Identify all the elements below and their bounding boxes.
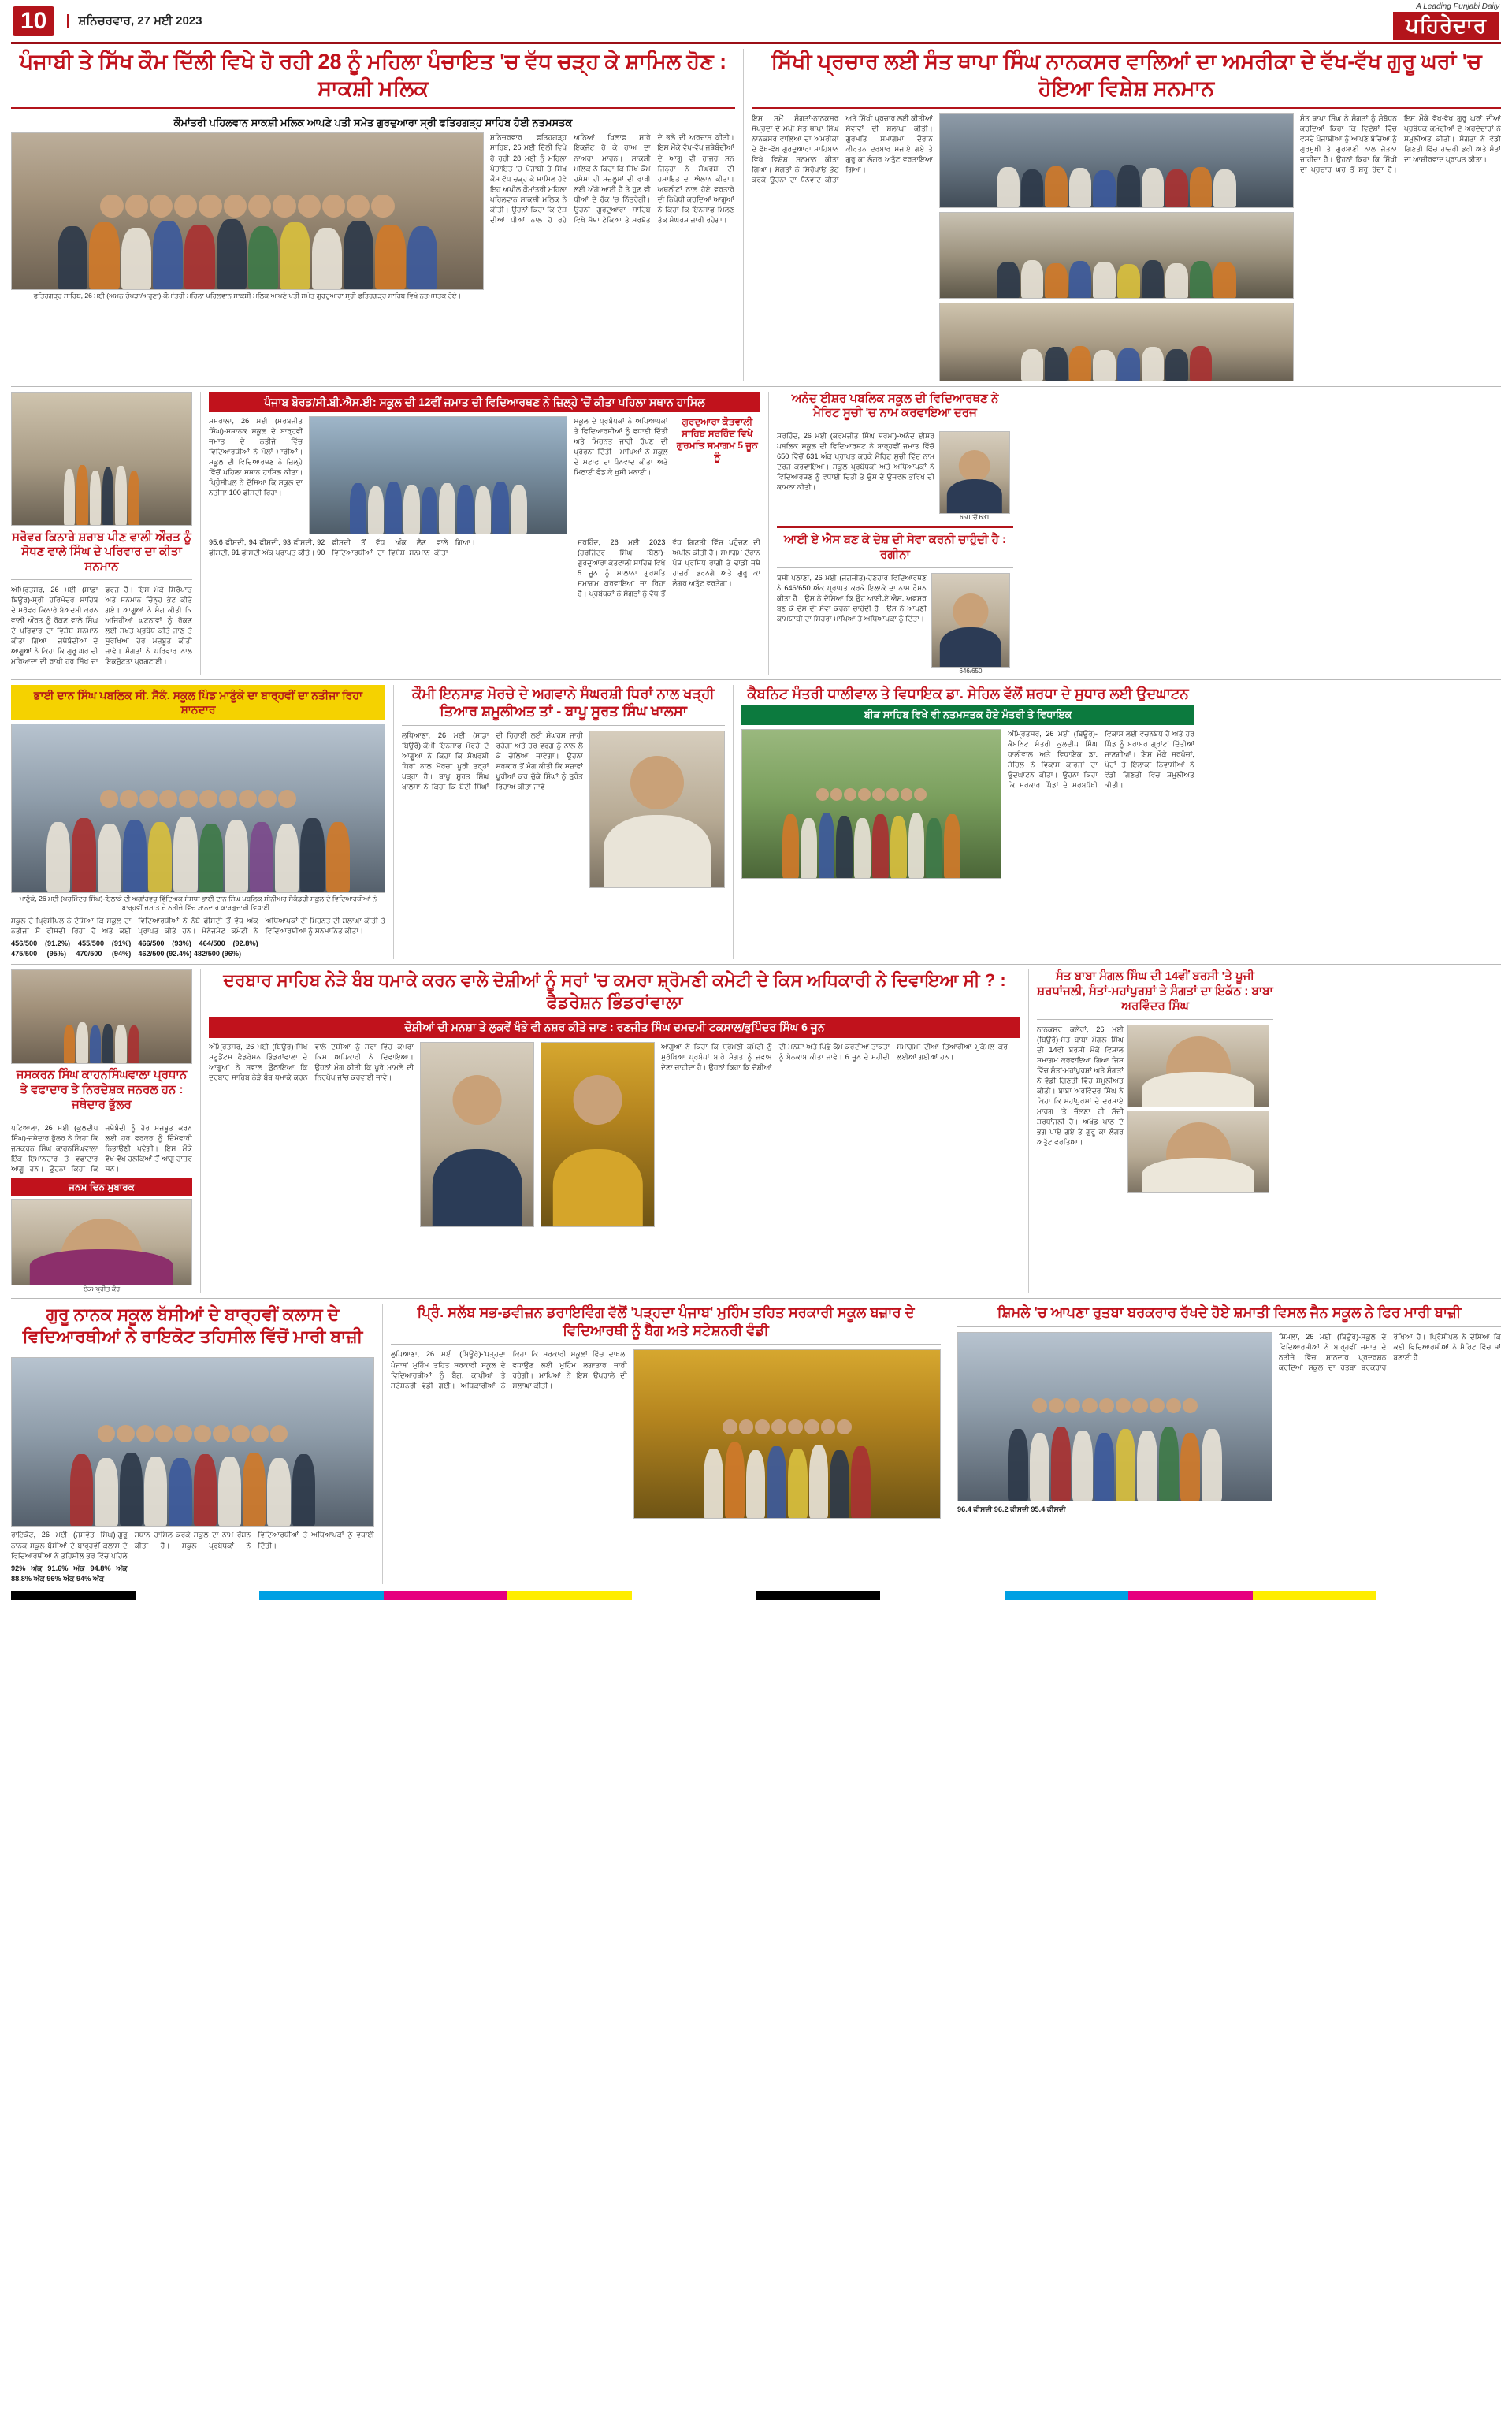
article-body: ਰਾਇਕੋਟ, 26 ਮਈ (ਜਸਵੰਤ ਸਿੰਘ)-ਗੁਰੂ ਨਾਨਕ ਸਕੂਲ ਬੱਸੀਆਂ ਦੇ ਬਾਰ੍ਹਵੀਂ ਕਲਾਸ ਦੇ ਵਿਦਿਆਰਥੀਆਂ ਨੇ ਤਹਿਸੀਲ ਭਰ ਵਿੱਚੋਂ ਪਹਿਲੇ ਸਥਾਨ ਹਾਸਿਲ ਕਰਕੇ ਸਕੂਲ ਦਾ ਨਾਮ ਰੌਸ਼ਨ ਕੀਤਾ ਹੈ। ਸਕੂਲ ਪ੍ਰਬੰਧਕਾਂ ਨੇ ਵਿਦਿਆਰਥੀਆਂ ਤੇ ਅਧਿਆਪਕਾਂ ਨੂੰ ਵਧਾਈ ਦਿੱਤੀ। [11,1531,375,1560]
photo-sant-1 [1127,1025,1269,1107]
sub-banner: ਦੋਸ਼ੀਆਂ ਦੀ ਮਨਸ਼ਾ ਤੇ ਲੁਕਵੇਂ ਖੰਭੇ ਵੀ ਨਸ਼ਰ ਕੀਤੇ ਜਾਣ : ਰਣਜੀਤ ਸਿੰਘ ਦਮਦਮੀ ਟਕਸਾਲ/ਭੁਪਿੰਦਰ ਸਿੰਘ 6 ਜੂਨ [209,1017,1020,1037]
photo-school-students [309,416,567,534]
headline-ias: ਆਈ ਏ ਐਸ ਬਣ ਕੇ ਦੇਸ਼ ਦੀ ਸੇਵਾ ਕਰਨੀ ਚਾਹੁੰਦੀ ਹੈ : ਰਗੀਨਾ [784,533,1006,561]
result-list: 456/500 (91.2%) 455/500 (91%) 475/500 (95%) 470/500 (94%) 466/500 (93%) 464/500 (92.8%) 462/500 (92.4%) 482/500 (96%) [11,939,258,958]
photo-sangat-3 [939,303,1294,381]
article-body-left: ਸਮਰਾਲਾ, 26 ਮਈ (ਸਰਬਜੀਤ ਸਿੰਘ)-ਸਥਾਨਕ ਸਕੂਲ ਦੇ ਬਾਰ੍ਹਵੀਂ ਜਮਾਤ ਦੇ ਨਤੀਜੇ ਵਿੱਚ ਵਿਦਿਆਰਥੀਆਂ ਨੇ ਮੱਲਾਂ ਮਾਰੀਆਂ। ਸਕੂਲ ਦੀ ਵਿਦਿਆਰਥਣ ਨੇ ਜ਼ਿਲ੍ਹੇ ਵਿੱਚੋਂ ਪਹਿਲਾ ਸਥਾਨ ਹਾਸਿਲ ਕੀਤਾ। ਪ੍ਰਿੰਸੀਪਲ ਨੇ ਦੱਸਿਆ ਕਿ ਸਕੂਲ ਦਾ ਨਤੀਜਾ 100 ਫੀਸਦੀ ਰਿਹਾ। [209,416,303,497]
birthday-banner: ਜਨਮ ਦਿਨ ਮੁਬਾਰਕ [11,1178,192,1197]
headline: ਅਨੰਦ ਈਸ਼ਰ ਪਬਲਿਕ ਸਕੂਲ ਦੀ ਵਿਦਿਆਰਥਣ ਨੇ ਮੈਰਿਟ ਸੂਚੀ 'ਚ ਨਾਮ ਕਰਵਾਇਆ ਦਰਜ [791,391,999,420]
fourth-band [11,969,1501,1293]
article-mangal-singh-barsi [1037,969,1273,1293]
photo-caption: ਮਾਣੂੰਕੇ, 26 ਮਈ (ਪਰਮਿੰਦਰ ਸਿੰਘ)-ਇਲਾਕੇ ਦੀ ਅਗਾਂਹਵਧੂ ਵਿੱਦਿਅਕ ਸੰਸਥਾ ਭਾਈ ਦਾਨ ਸਿੰਘ ਪਬਲਿਕ ਸੀਨੀਅਰ ਸੈਕੰਡਰੀ ਸਕੂਲ ਦੇ ਵਿਦਿਆਰਥੀਆਂ ਨੇ ਬਾਰ੍ਹਵੀਂ ਜਮਾਤ ਦੇ ਨਤੀਜੇ ਵਿੱਚ ਸ਼ਾਨਦਾਰ ਕਾਰਗੁਜ਼ਾਰੀ ਵਿਖਾਈ। [19,894,377,912]
date-line: ਸ਼ਨਿਚਰਵਾਰ, 27 ਮਈ 2023 [67,14,202,28]
photo-sangat-1 [939,113,1294,208]
result-list: 96.4 ਫੀਸਦੀ 96.2 ਫੀਸਦੀ 95.4 ਫੀਸਦੀ [957,1505,1066,1513]
third-band [11,685,1501,960]
photo-leader-1 [420,1042,534,1227]
article-body-right: ਸੰਤ ਥਾਪਾ ਸਿੰਘ ਨੇ ਸੰਗਤਾਂ ਨੂੰ ਸੰਬੋਧਨ ਕਰਦਿਆਂ ਕਿਹਾ ਕਿ ਵਿਦੇਸ਼ਾਂ ਵਿੱਚ ਵਸਦੇ ਪੰਜਾਬੀਆਂ ਨੂੰ ਆਪਣੇ ਬੱਚਿਆਂ ਨੂੰ ਗੁਰਮੁਖੀ ਤੇ ਗੁਰਬਾਣੀ ਨਾਲ ਜੋੜਨਾ ਚਾਹੀਦਾ ਹੈ। ਉਹਨਾਂ ਕਿਹਾ ਕਿ ਸਿੱਖੀ ਦਾ ਪ੍ਰਚਾਰ ਘਰ ਤੋਂ ਸ਼ੁਰੂ ਹੁੰਦਾ ਹੈ। ਇਸ ਮੌਕੇ ਵੱਖ-ਵੱਖ ਗੁਰੂ ਘਰਾਂ ਦੀਆਂ ਪ੍ਰਬੰਧਕ ਕਮੇਟੀਆਂ ਦੇ ਅਹੁਦੇਦਾਰਾਂ ਨੇ ਸ਼ਮੂਲੀਅਤ ਕੀਤੀ। ਸੰਗਤਾਂ ਨੇ ਵੱਡੀ ਗਿਣਤੀ ਵਿੱਚ ਹਾਜ਼ਰੀ ਭਰੀ ਅਤੇ ਸੰਤਾਂ ਦਾ ਆਸ਼ੀਰਵਾਦ ਪ੍ਰਾਪਤ ਕੀਤਾ। [1300,113,1501,173]
photo-bag-distribution [633,1349,941,1519]
article-darbar-sahib-bomb [209,969,1020,1293]
article-dhaliwal-inauguration [741,685,1194,960]
photo-students-group [11,1357,374,1527]
article-body: ਪਟਿਆਲਾ, 26 ਮਈ (ਕੁਲਦੀਪ ਸਿੰਘ)-ਜਥੇਦਾਰ ਭੁੱਲਰ ਨੇ ਕਿਹਾ ਕਿ ਜਸਕਰਨ ਸਿੰਘ ਕਾਹਨਸਿੰਘਵਾਲਾ ਇੱਕ ਇਮਾਨਦਾਰ ਤੇ ਵਫਾਦਾਰ ਆਗੂ ਹਨ। ਉਹਨਾਂ ਕਿਹਾ ਕਿ ਜਥੇਬੰਦੀ ਨੂੰ ਹੋਰ ਮਜ਼ਬੂਤ ਕਰਨ ਲਈ ਹਰ ਵਰਕਰ ਨੂੰ ਜ਼ਿੰਮੇਵਾਰੀ ਨਿਭਾਉਣੀ ਪਵੇਗੀ। ਇਸ ਮੌਕੇ ਵੱਖ-ਵੱਖ ਹਲਕਿਆਂ ਤੋਂ ਆਗੂ ਹਾਜ਼ਰ ਸਨ। [11,1123,192,1173]
article-body: ਲੁਧਿਆਣਾ, 26 ਮਈ (ਬਿਊਰੋ)-'ਪੜ੍ਹਦਾ ਪੰਜਾਬ' ਮੁਹਿੰਮ ਤਹਿਤ ਸਰਕਾਰੀ ਸਕੂਲ ਦੇ ਵਿਦਿਆਰਥੀਆਂ ਨੂੰ ਬੈਗ, ਕਾਪੀਆਂ ਤੇ ਸਟੇਸ਼ਨਰੀ ਵੰਡੀ ਗਈ। ਅਧਿਕਾਰੀਆਂ ਨੇ ਕਿਹਾ ਕਿ ਸਰਕਾਰੀ ਸਕੂਲਾਂ ਵਿੱਚ ਦਾਖਲਾ ਵਧਾਉਣ ਲਈ ਮੁਹਿੰਮ ਲਗਾਤਾਰ ਜਾਰੀ ਰਹੇਗੀ। ਮਾਪਿਆਂ ਨੇ ਇਸ ਉਪਰਾਲੇ ਦੀ ਸ਼ਲਾਘਾ ਕੀਤੀ। [391,1350,628,1390]
article-body-left: ਇਸ ਸਮੇਂ ਸੰਗਤਾਂ-ਨਾਨਕਸਰ ਸੰਪ੍ਰਦਾ ਦੇ ਮੁਖੀ ਸੰਤ ਥਾਪਾ ਸਿੰਘ ਨਾਨਕਸਰ ਵਾਲਿਆਂ ਦਾ ਅਮਰੀਕਾ ਦੇ ਵੱਖ-ਵੱਖ ਗੁਰਦੁਆਰਾ ਸਾਹਿਬਾਨ ਵਿਖੇ ਵਿਸ਼ੇਸ਼ ਸਨਮਾਨ ਕੀਤਾ ਗਿਆ। ਸੰਗਤਾਂ ਨੇ ਸਿਰੋਪਾਓ ਭੇਟ ਕਰਕੇ ਉਹਨਾਂ ਦਾ ਧੰਨਵਾਦ ਕੀਤਾ ਅਤੇ ਸਿੱਖੀ ਪ੍ਰਚਾਰ ਲਈ ਕੀਤੀਆਂ ਸੇਵਾਵਾਂ ਦੀ ਸ਼ਲਾਘਾ ਕੀਤੀ। ਗੁਰਮਤਿ ਸਮਾਗਮਾਂ ਦੌਰਾਨ ਕੀਰਤਨ ਦਰਬਾਰ ਸਜਾਏ ਗਏ ਤੇ ਗੁਰੂ ਕਾ ਲੰਗਰ ਅਤੁੱਟ ਵਰਤਾਇਆ ਗਿਆ। [752,113,933,184]
photo-leader-2 [541,1042,655,1227]
article-body: ਨਾਨਕਸਰ ਕਲੇਰਾਂ, 26 ਮਈ (ਬਿਊਰੋ)-ਸੰਤ ਬਾਬਾ ਮੰਗਲ ਸਿੰਘ ਦੀ 14ਵੀਂ ਬਰਸੀ ਮੌਕੇ ਵਿਸ਼ਾਲ ਸਮਾਗਮ ਕਰਵਾਇਆ ਗਿਆ ਜਿਸ ਵਿੱਚ ਸੰਤਾਂ-ਮਹਾਂਪੁਰਸ਼ਾਂ ਅਤੇ ਸੰਗਤਾਂ ਨੇ ਵੱਡੀ ਗਿਣਤੀ ਵਿੱਚ ਸ਼ਮੂਲੀਅਤ ਕੀਤੀ। ਬਾਬਾ ਅਰਵਿੰਦਰ ਸਿੰਘ ਨੇ ਕਿਹਾ ਕਿ ਮਹਾਂਪੁਰਸ਼ਾਂ ਦੇ ਦਰਸਾਏ ਮਾਰਗ 'ਤੇ ਚੱਲਣਾ ਹੀ ਸੱਚੀ ਸ਼ਰਧਾਂਜਲੀ ਹੈ। ਅਖੰਡ ਪਾਠ ਦੇ ਭੋਗ ਪਾਏ ਗਏ ਤੇ ਗੁਰੂ ਕਾ ਲੰਗਰ ਅਤੁੱਟ ਵਰਤਿਆ। [1037,1025,1124,1147]
photo-sangat-2 [939,212,1294,299]
headline: ਜਸਕਰਨ ਸਿੰਘ ਕਾਹਨਸਿੰਘਵਾਲਾ ਪ੍ਰਧਾਨ ਤੇ ਵਫਾਦਾਰ ਤੇ ਨਿਰਦੇਸ਼ਕ ਜਨਰਲ ਹਨ : ਜਥੇਦਾਰ ਭੁੱਲਰ [16,1068,188,1111]
photo-caption: ਫਤਿਹਗੜ੍ਹ ਸਾਹਿਬ, 26 ਮਈ (ਅਮਨ ਚੋਪੜਾ/ਅਰੁਣਾ)-ਕੌਮਾਂਤਰੀ ਮਹਿਲਾ ਪਹਿਲਵਾਨ ਸਾਕਸ਼ੀ ਮਲਿਕ ਆਪਣੇ ਪਤੀ ਸਮੇਤ ਗੁਰਦੁਆਰਾ ਸ੍ਰੀ ਫਤਿਹਗੜ੍ਹ ਸਾਹਿਬ ਵਿਖੇ ਨਤਮਸਤਕ ਹੋਏ। [33,292,462,300]
headline: ਕੈਬਨਿਟ ਮੰਤਰੀ ਧਾਲੀਵਾਲ ਤੇ ਵਿਧਾਇਕ ਡਾ. ਸੇਹਿਲ ਵੱਲੋਂ ਸ਼ਰਧਾ ਦੇ ਸੁਧਾਰ ਲਈ ਉਦਘਾਟਨ [747,685,1189,701]
photo-leaders-group [11,969,192,1064]
result-list: 92% ਅੰਕ 91.6% ਅੰਕ 94.8% ਅੰਕ 88.8% ਅੰਕ 96% ਅੰਕ 94% ਅੰਕ [11,1564,128,1583]
article-merit [777,392,1013,675]
article-body: ਅੰਮ੍ਰਿਤਸਰ, 26 ਮਈ (ਸਾਡਾ ਬਿਊਰੋ)-ਸ੍ਰੀ ਹਰਿਮੰਦਰ ਸਾਹਿਬ ਦੇ ਸਰੋਵਰ ਕਿਨਾਰੇ ਬੇਅਦਬੀ ਕਰਨ ਵਾਲੀ ਔਰਤ ਨੂੰ ਰੋਕਣ ਵਾਲੇ ਸਿੰਘ ਦੇ ਪਰਿਵਾਰ ਦਾ ਵਿਸ਼ੇਸ਼ ਸਨਮਾਨ ਕੀਤਾ ਗਿਆ। ਜਥੇਬੰਦੀਆਂ ਦੇ ਆਗੂਆਂ ਨੇ ਕਿਹਾ ਕਿ ਗੁਰੂ ਘਰ ਦੀ ਮਰਿਆਦਾ ਦੀ ਰਾਖੀ ਹਰ ਸਿੱਖ ਦਾ ਫਰਜ਼ ਹੈ। ਇਸ ਮੌਕੇ ਸਿਰੋਪਾਓ ਅਤੇ ਸਨਮਾਨ ਚਿੰਨ੍ਹ ਭੇਟ ਕੀਤੇ ਗਏ। ਆਗੂਆਂ ਨੇ ਮੰਗ ਕੀਤੀ ਕਿ ਅਜਿਹੀਆਂ ਘਟਨਾਵਾਂ ਨੂੰ ਰੋਕਣ ਲਈ ਸਖਤ ਪ੍ਰਬੰਧ ਕੀਤੇ ਜਾਣ ਤੇ ਸੁਰੱਖਿਆ ਹੋਰ ਮਜ਼ਬੂਤ ਕੀਤੀ ਜਾਵੇ। ਸੰਗਤਾਂ ਨੇ ਪਰਿਵਾਰ ਨਾਲ ਇਕਜੁੱਟਤਾ ਪ੍ਰਗਟਾਈ। [11,585,192,666]
fifth-band [11,1304,1501,1583]
headline: ਭਾਈ ਦਾਨ ਸਿੰਘ ਪਬਲਿਕ ਸੀ. ਸੈਕੰ. ਸਕੂਲ ਪਿੰਡ ਮਾਣੂੰਕੇ ਦਾ ਬਾਰ੍ਹਵੀਂ ਦਾ ਨਤੀਜਾ ਰਿਹਾ ਸ਼ਾਨਦਾਰ [11,685,385,720]
headline-gurmat: ਗੁਰਦੁਆਰਾ ਕੋਤਵਾਲੀ ਸਾਹਿਬ ਸਰਹਿੰਦ ਵਿਖੇ ਗੁਰਮਤਿ ਸਮਾਗਮ 5 ਜੂਨ ਨੂੰ [676,415,758,463]
article-board-result [209,392,760,675]
photo-honour-ceremony [11,392,192,526]
subhead: ਕੌਮਾਂਤਰੀ ਪਹਿਲਵਾਨ ਸਾਕਸ਼ੀ ਮਲਿਕ ਆਪਣੇ ਪਤੀ ਸਮੇਤ ਗੁਰਦੁਆਰਾ ਸ੍ਰੀ ਫਤਿਹਗੜ੍ਹ ਸਾਹਿਬ ਹੋਈ ਨਤਮਸਤਕ [173,116,573,128]
headline: ਸ਼ਿਮਲੇ 'ਚ ਆਪਣਾ ਰੁਤਬਾ ਬਰਕਰਾਰ ਰੱਖਦੇ ਹੋਏ ਸ਼ਮਾਤੀ ਵਿਸਲ ਜੈਨ ਸਕੂਲ ਨੇ ਫਿਰ ਮਾਰੀ ਬਾਜ਼ੀ [997,1304,1462,1321]
article-guru-nanak-school [11,1304,374,1583]
headline: ਪ੍ਰਿੰ. ਸਲੱਬ ਸਭ-ਡਵੀਜ਼ਨ ਡਰਾਇਵਿੰਗ ਵੱਲੋਂ 'ਪੜ੍ਹਦਾ ਪੰਜਾਬ' ਮੁਹਿੰਮ ਤਹਿਤ ਸਰਕਾਰੀ ਸਕੂਲ ਬਜ਼ਾਰ ਦੇ ਵਿਦਿਆਰਥੀ ਨੂੰ ਬੈਗ ਅਤੇ ਸਟੇਸ਼ਨਰੀ ਵੰਡੀ [417,1304,915,1338]
merit-score: 650 'ਚੋਂ 631 [959,514,990,521]
photo-bapu-surat-singh [589,731,725,888]
registration-colour-bar [11,1591,1501,1600]
article-body: ਲੁਧਿਆਣਾ, 26 ਮਈ (ਸਾਡਾ ਬਿਊਰੋ)-ਕੌਮੀ ਇਨਸਾਫ ਮੋਰਚੇ ਦੇ ਆਗੂਆਂ ਨੇ ਕਿਹਾ ਕਿ ਸੰਘਰਸ਼ੀ ਧਿਰਾਂ ਨਾਲ ਮੋਰਚਾ ਪੂਰੀ ਤਰ੍ਹਾਂ ਖੜ੍ਹਾ ਹੈ। ਬਾਪੂ ਸੂਰਤ ਸਿੰਘ ਖਾਲਸਾ ਨੇ ਕਿਹਾ ਕਿ ਬੰਦੀ ਸਿੰਘਾਂ ਦੀ ਰਿਹਾਈ ਲਈ ਸੰਘਰਸ਼ ਜਾਰੀ ਰਹੇਗਾ ਅਤੇ ਹਰ ਵਰਗ ਨੂੰ ਨਾਲ ਲੈ ਕੇ ਚੱਲਿਆ ਜਾਵੇਗਾ। ਉਹਨਾਂ ਸਰਕਾਰ ਤੋਂ ਮੰਗ ਕੀਤੀ ਕਿ ਸਜ਼ਾਵਾਂ ਪੂਰੀਆਂ ਕਰ ਚੁੱਕੇ ਸਿੰਘਾਂ ਨੂੰ ਤੁਰੰਤ ਰਿਹਾਅ ਕੀਤਾ ਜਾਵੇ। [402,731,583,791]
article-body: ਅੰਮ੍ਰਿਤਸਰ, 26 ਮਈ (ਬਿਊਰੋ)-ਕੈਬਨਿਟ ਮੰਤਰੀ ਕੁਲਦੀਪ ਸਿੰਘ ਧਾਲੀਵਾਲ ਅਤੇ ਵਿਧਾਇਕ ਡਾ. ਸੇਹਿਲ ਨੇ ਵਿਕਾਸ ਕਾਰਜਾਂ ਦਾ ਉਦਘਾਟਨ ਕੀਤਾ। ਉਹਨਾਂ ਕਿਹਾ ਕਿ ਸਰਕਾਰ ਪਿੰਡਾਂ ਦੇ ਸਰਬਪੱਖੀ ਵਿਕਾਸ ਲਈ ਵਚਨਬੱਧ ਹੈ ਅਤੇ ਹਰ ਪਿੰਡ ਨੂੰ ਬਰਾਬਰ ਗ੍ਰਾਂਟਾਂ ਦਿੱਤੀਆਂ ਜਾਣਗੀਆਂ। ਇਸ ਮੌਕੇ ਸਰਪੰਚਾਂ, ਪੰਚਾਂ ਤੇ ਇਲਾਕਾ ਨਿਵਾਸੀਆਂ ਨੇ ਵੱਡੀ ਗਿਣਤੀ ਵਿੱਚ ਸ਼ਮੂਲੀਅਤ ਕੀਤੀ। [1008,729,1194,790]
article-sarovar-honour [11,392,192,675]
headline: ਕੌਮੀ ਇਨਸਾਫ਼ ਮੋਰਚੇ ਦੇ ਅਗਵਾਨੇ ਸੰਘਰਸ਼ੀ ਧਿਰਾਂ ਨਾਲ ਖੜ੍ਹੀ ਤਿਆਰ ਸ਼ਮੂਲੀਅਤ ਤਾਂ - ਬਾਪੂ ਸੂਰਤ ਸਿੰਘ ਖਾਲਸਾ [412,685,715,719]
sub-banner: ਬੀੜ ਸਾਹਿਬ ਵਿਖੇ ਵੀ ਨਤਮਸਤਕ ਹੋਏ ਮੰਤਰੀ ਤੇ ਵਿਧਾਇਕ [741,705,1194,725]
result-body: 95.6 ਫੀਸਦੀ, 94 ਫੀਸਦੀ, 93 ਫੀਸਦੀ, 92 ਫੀਸਦੀ, 91 ਫੀਸਦੀ ਅੰਕ ਪ੍ਰਾਪਤ ਕੀਤੇ। 90 ਫੀਸਦੀ ਤੋਂ ਵੱਧ ਅੰਕ ਲੈਣ ਵਾਲੇ ਵਿਦਿਆਰਥੀਆਂ ਦਾ ਵਿਸ਼ੇਸ਼ ਸਨਮਾਨ ਕੀਤਾ ਗਿਆ। [209,538,476,556]
article-padhda-punjab [391,1304,941,1583]
headline: ਸਰੋਵਰ ਕਿਨਾਰੇ ਸ਼ਰਾਬ ਪੀਣ ਵਾਲੀ ਔਰਤ ਨੂੰ ਸੋਧਣ ਵਾਲੇ ਸਿੰਘ ਦੇ ਪਰਿਵਾਰ ਦਾ ਕੀਤਾ ਸਨਮਾਨ [12,530,191,573]
photo-birthday-child [11,1199,192,1285]
masthead [11,0,1501,44]
article-bhai-dan-singh-school [11,685,385,960]
photo-ias-aspirant [931,573,1010,668]
article-body: ਸ਼ਿਮਲਾ, 26 ਮਈ (ਬਿਊਰੋ)-ਸਕੂਲ ਦੇ ਵਿਦਿਆਰਥੀਆਂ ਨੇ ਬਾਰ੍ਹਵੀਂ ਜਮਾਤ ਦੇ ਨਤੀਜੇ ਵਿੱਚ ਸ਼ਾਨਦਾਰ ਪ੍ਰਦਰਸ਼ਨ ਕਰਦਿਆਂ ਸਕੂਲ ਦਾ ਰੁਤਬਾ ਬਰਕਰਾਰ ਰੱਖਿਆ ਹੈ। ਪ੍ਰਿੰਸੀਪਲ ਨੇ ਦੱਸਿਆ ਕਿ ਕਈ ਵਿਦਿਆਰਥੀਆਂ ਨੇ ਮੈਰਿਟ ਵਿੱਚ ਥਾਂ ਬਣਾਈ ਹੈ। [1279,1332,1501,1372]
headline: ਸਿੱਖੀ ਪ੍ਰਚਾਰ ਲਈ ਸੰਤ ਥਾਪਾ ਸਿੰਘ ਨਾਨਕਸਰ ਵਾਲਿਆਂ ਦਾ ਅਮਰੀਕਾ ਦੇ ਵੱਖ-ਵੱਖ ਗੁਰੂ ਘਰਾਂ 'ਚ ਹੋਇਆ ਵਿਸ਼ੇਸ਼ ਸਨਮਾਨ [771,50,1482,100]
article-body: ਸਰਹਿੰਦ, 26 ਮਈ (ਕਰਮਜੀਤ ਸਿੰਘ ਸ਼ਰਮਾ)-ਅਨੰਦ ਈਸ਼ਰ ਪਬਲਿਕ ਸਕੂਲ ਦੀ ਵਿਦਿਆਰਥਣ ਨੇ ਬਾਰ੍ਹਵੀਂ ਜਮਾਤ ਵਿੱਚੋਂ 650 ਵਿੱਚੋਂ 631 ਅੰਕ ਪ੍ਰਾਪਤ ਕਰਕੇ ਮੈਰਿਟ ਸੂਚੀ ਵਿੱਚ ਨਾਮ ਦਰਜ ਕਰਵਾਇਆ। ਸਕੂਲ ਪ੍ਰਬੰਧਕਾਂ ਅਤੇ ਅਧਿਆਪਕਾਂ ਨੇ ਵਿਦਿਆਰਥਣ ਨੂੰ ਵਧਾਈ ਦਿੱਤੀ ਤੇ ਉਸ ਦੇ ਉਜਵਲ ਭਵਿੱਖ ਦੀ ਕਾਮਨਾ ਕੀਤੀ। [777,432,934,492]
article-kaumi-insaaf-morcha [402,685,725,960]
brand-tagline: A Leading Punjabi Daily [1416,2,1499,11]
headline: ਪੰਜਾਬ ਬੋਰਡ/ਸੀ.ਬੀ.ਐਸ.ਈ: ਸਕੂਲ ਦੀ 12ਵੀਂ ਜਮਾਤ ਦੀ ਵਿਦਿਆਰਥਣ ਨੇ ਜ਼ਿਲ੍ਹੇ 'ਚੋਂ ਕੀਤਾ ਪਹਿਲਾ ਸਥਾਨ ਹਾਸਿਲ [209,392,760,412]
top-band [11,49,1501,381]
article-body-right: ਸਕੂਲ ਦੇ ਪ੍ਰਬੰਧਕਾਂ ਨੇ ਅਧਿਆਪਕਾਂ ਤੇ ਵਿਦਿਆਰਥੀਆਂ ਨੂੰ ਵਧਾਈ ਦਿੱਤੀ ਅਤੇ ਮਿਹਨਤ ਜਾਰੀ ਰੱਖਣ ਦੀ ਪ੍ਰੇਰਨਾ ਦਿੱਤੀ। ਮਾਪਿਆਂ ਨੇ ਸਕੂਲ ਦੇ ਸਟਾਫ ਦਾ ਧੰਨਵਾਦ ਕੀਤਾ ਅਤੇ ਮਿਠਾਈ ਵੰਡ ਕੇ ਖੁਸ਼ੀ ਮਨਾਈ। [574,416,668,476]
photo-jain-school-group [957,1332,1272,1501]
article-body-right: ਆਗੂਆਂ ਨੇ ਕਿਹਾ ਕਿ ਸ਼੍ਰੋਮਣੀ ਕਮੇਟੀ ਨੂੰ ਸੁਰੱਖਿਆ ਪ੍ਰਬੰਧਾਂ ਬਾਰੇ ਸੰਗਤ ਨੂੰ ਜਵਾਬ ਦੇਣਾ ਚਾਹੀਦਾ ਹੈ। ਉਹਨਾਂ ਕਿਹਾ ਕਿ ਦੋਸ਼ੀਆਂ ਦੀ ਮਨਸ਼ਾ ਅਤੇ ਪਿੱਛੇ ਕੰਮ ਕਰਦੀਆਂ ਤਾਕਤਾਂ ਨੂੰ ਬੇਨਕਾਬ ਕੀਤਾ ਜਾਵੇ। 6 ਜੂਨ ਦੇ ਸ਼ਹੀਦੀ ਸਮਾਗਮਾਂ ਦੀਆਂ ਤਿਆਰੀਆਂ ਮੁਕੰਮਲ ਕਰ ਲਈਆਂ ਗਈਆਂ ਹਨ। [661,1042,1008,1071]
article-nanaksar-usa [752,49,1501,381]
article-body: ਸਕੂਲ ਦੇ ਪ੍ਰਿੰਸੀਪਲ ਨੇ ਦੱਸਿਆ ਕਿ ਸਕੂਲ ਦਾ ਨਤੀਜਾ ਸੌ ਫੀਸਦੀ ਰਿਹਾ ਹੈ ਅਤੇ ਕਈ ਵਿਦਿਆਰਥੀਆਂ ਨੇ ਨੱਬੇ ਫੀਸਦੀ ਤੋਂ ਵੱਧ ਅੰਕ ਪ੍ਰਾਪਤ ਕੀਤੇ ਹਨ। ਮੈਨੇਜਮੈਂਟ ਕਮੇਟੀ ਨੇ ਅਧਿਆਪਕਾਂ ਦੀ ਮਿਹਨਤ ਦੀ ਸ਼ਲਾਘਾ ਕੀਤੀ ਤੇ ਵਿਦਿਆਰਥੀਆਂ ਨੂੰ ਸਨਮਾਨਿਤ ਕੀਤਾ। [11,917,385,936]
article-body-left: ਅੰਮ੍ਰਿਤਸਰ, 26 ਮਈ (ਬਿਊਰੋ)-ਸਿੱਖ ਸਟੂਡੈਂਟਸ ਫੈਡਰੇਸ਼ਨ ਭਿੰਡਰਾਂਵਾਲਾ ਦੇ ਆਗੂਆਂ ਨੇ ਸਵਾਲ ਉਠਾਇਆ ਕਿ ਦਰਬਾਰ ਸਾਹਿਬ ਨੇੜੇ ਬੰਬ ਧਮਾਕੇ ਕਰਨ ਵਾਲੇ ਦੋਸ਼ੀਆਂ ਨੂੰ ਸਰਾਂ ਵਿੱਚ ਕਮਰਾ ਕਿਸ ਅਧਿਕਾਰੀ ਨੇ ਦਿਵਾਇਆ। ਉਹਨਾਂ ਮੰਗ ਕੀਤੀ ਕਿ ਪੂਰੇ ਮਾਮਲੇ ਦੀ ਨਿਰਪੱਖ ਜਾਂਚ ਕਰਵਾਈ ਜਾਵੇ। [209,1042,414,1081]
photo-merit-student [939,431,1010,514]
brand-name: ਪਹਿਰੇਦਾਰ [1393,12,1499,40]
photo-sant-2 [1127,1111,1269,1193]
headline: ਸੰਤ ਬਾਬਾ ਮੰਗਲ ਸਿੰਘ ਦੀ 14ਵੀਂ ਬਰਸੀ 'ਤੇ ਪੂਜੀ ਸ਼ਰਧਾਂਜਲੀ, ਸੰਤਾਂ-ਮਹਾਂਪੁਰਸ਼ਾਂ ਤੇ ਸੰਗਤਾਂ ਦਾ ਇਕੱਠ : ਬਾਬਾ ਅਰਵਿੰਦਰ ਸਿੰਘ [1037,969,1273,1013]
birthday-name: ਏਕਮਪ੍ਰੀਤ ਕੌਰ [83,1285,121,1293]
article-saakshi-malik [11,49,735,381]
article-jaskaran-singh [11,969,192,1293]
second-band [11,392,1501,675]
headline: ਦਰਬਾਰ ਸਾਹਿਬ ਨੇੜੇ ਬੰਬ ਧਮਾਕੇ ਕਰਨ ਵਾਲੇ ਦੋਸ਼ੀਆਂ ਨੂੰ ਸਰਾਂ 'ਚ ਕਮਰਾ ਸ਼੍ਰੋਮਣੀ ਕਮੇਟੀ ਦੇ ਕਿਸ ਅਧਿਕਾਰੀ ਨੇ ਦਿਵਾਇਆ ਸੀ ? : ਫੈਡਰੇਸ਼ਨ ਭਿੰਡਰਾਂਵਾਲਾ [223,970,1006,1012]
headline: ਪੰਜਾਬੀ ਤੇ ਸਿੱਖ ਕੌਮ ਦਿੱਲੀ ਵਿਖੇ ਹੋ ਰਹੀ 28 ਨੂੰ ਮਹਿਲਾ ਪੰਚਾਇਤ 'ਚ ਵੱਧ ਚੜ੍ਹ ਕੇ ਸ਼ਾਮਿਲ ਹੋਣ : ਸਾਕਸ਼ੀ ਮਲਿਕ [19,50,727,100]
article-body: ਸ਼ਨਿਚਰਵਾਰ ਫਤਿਹਗੜ੍ਹ ਸਾਹਿਬ, 26 ਮਈ ਦਿੱਲੀ ਵਿਖੇ ਹੋ ਰਹੀ 28 ਮਈ ਨੂੰ ਮਹਿਲਾ ਪੰਚਾਇਤ 'ਚ ਪੰਜਾਬੀ ਤੇ ਸਿੱਖ ਕੌਮ ਵੱਧ ਚੜ੍ਹ ਕੇ ਸ਼ਾਮਿਲ ਹੋਵੇ ਇਹ ਅਪੀਲ ਕੌਮਾਂਤਰੀ ਮਹਿਲਾ ਪਹਿਲਵਾਨ ਸਾਕਸ਼ੀ ਮਲਿਕ ਨੇ ਕੀਤੀ। ਉਹਨਾਂ ਕਿਹਾ ਕਿ ਦੇਸ਼ ਦੀਆਂ ਧੀਆਂ ਨਾਲ ਹੋ ਰਹੇ ਅਨਿਆਂ ਖਿਲਾਫ ਸਾਰੇ ਇਕਜੁੱਟ ਹੋ ਕੇ ਹਾਅ ਦਾ ਨਾਅਰਾ ਮਾਰਨ। ਸਾਕਸ਼ੀ ਮਲਿਕ ਨੇ ਕਿਹਾ ਕਿ ਸਿੱਖ ਕੌਮ ਹਮੇਸ਼ਾ ਹੀ ਮਜ਼ਲੂਮਾਂ ਦੀ ਰਾਖੀ ਲਈ ਅੱਗੇ ਆਈ ਹੈ ਤੇ ਹੁਣ ਵੀ ਧੀਆਂ ਦੇ ਹੱਕ 'ਚ ਨਿੱਤਰੇਗੀ। ਉਹਨਾਂ ਗੁਰਦੁਆਰਾ ਸਾਹਿਬ ਵਿਖੇ ਮੱਥਾ ਟੇਕਿਆ ਤੇ ਸਰਬੱਤ ਦੇ ਭਲੇ ਦੀ ਅਰਦਾਸ ਕੀਤੀ। ਇਸ ਮੌਕੇ ਵੱਖ-ਵੱਖ ਜਥੇਬੰਦੀਆਂ ਦੇ ਆਗੂ ਵੀ ਹਾਜ਼ਰ ਸਨ ਜਿਨ੍ਹਾਂ ਨੇ ਸੰਘਰਸ਼ ਦੀ ਹਮਾਇਤ ਦਾ ਐਲਾਨ ਕੀਤਾ। ਅਥਲੀਟਾਂ ਨਾਲ ਹੋਏ ਵਰਤਾਰੇ ਦੀ ਨਿਖੇਧੀ ਕਰਦਿਆਂ ਆਗੂਆਂ ਨੇ ਕਿਹਾ ਕਿ ਇਨਸਾਫ ਮਿਲਣ ਤੱਕ ਸੰਘਰਸ਼ ਜਾਰੀ ਰਹੇਗਾ। [490,133,734,224]
article-shimla-jain-school [957,1304,1501,1583]
headline: ਗੁਰੂ ਨਾਨਕ ਸਕੂਲ ਬੱਸੀਆਂ ਦੇ ਬਾਰ੍ਹਵੀਂ ਕਲਾਸ ਦੇ ਵਿਦਿਆਰਥੀਆਂ ਨੇ ਰਾਇਕੋਟ ਤਹਿਸੀਲ ਵਿੱਚੋਂ ਮਾਰੀ ਬਾਜ਼ੀ [22,1304,363,1346]
ias-score: 646/650 [959,667,983,675]
gurmat-body: ਸਰਹਿੰਦ, 26 ਮਈ 2023 (ਹਰਜਿੰਦਰ ਸਿੰਘ ਬਿੱਲਾ)-ਗੁਰਦੁਆਰਾ ਕੋਤਵਾਲੀ ਸਾਹਿਬ ਵਿਖੇ 5 ਜੂਨ ਨੂੰ ਸਾਲਾਨਾ ਗੁਰਮਤਿ ਸਮਾਗਮ ਕਰਵਾਇਆ ਜਾ ਰਿਹਾ ਹੈ। ਪ੍ਰਬੰਧਕਾਂ ਨੇ ਸੰਗਤਾਂ ਨੂੰ ਵੱਧ ਤੋਂ ਵੱਧ ਗਿਣਤੀ ਵਿੱਚ ਪਹੁੰਚਣ ਦੀ ਅਪੀਲ ਕੀਤੀ ਹੈ। ਸਮਾਗਮ ਦੌਰਾਨ ਪੰਥ ਪ੍ਰਸਿੱਧ ਰਾਗੀ ਤੇ ਢਾਡੀ ਜਥੇ ਹਾਜ਼ਰੀ ਭਰਨਗੇ ਅਤੇ ਗੁਰੂ ਕਾ ਲੰਗਰ ਅਤੁੱਟ ਵਰਤੇਗਾ। [578,538,760,597]
page-number: 10 [13,6,54,36]
photo-school-ceremony [11,724,385,893]
photo-saakshi-group [11,132,484,290]
brand [1393,2,1499,40]
article-body-ias: ਬਸੀ ਪਠਾਣਾ, 26 ਮਈ (ਜਗਜੀਤ)-ਹੋਣਹਾਰ ਵਿਦਿਆਰਥਣ ਨੇ 646/650 ਅੰਕ ਪ੍ਰਾਪਤ ਕਰਕੇ ਇਲਾਕੇ ਦਾ ਨਾਮ ਰੌਸ਼ਨ ਕੀਤਾ ਹੈ। ਉਸ ਨੇ ਦੱਸਿਆ ਕਿ ਉਹ ਆਈ.ਏ.ਐਸ. ਅਫਸਰ ਬਣ ਕੇ ਦੇਸ਼ ਦੀ ਸੇਵਾ ਕਰਨਾ ਚਾਹੁੰਦੀ ਹੈ। ਉਸ ਨੇ ਆਪਣੀ ਕਾਮਯਾਬੀ ਦਾ ਸਿਹਰਾ ਮਾਪਿਆਂ ਤੇ ਅਧਿਆਪਕਾਂ ਨੂੰ ਦਿੱਤਾ। [777,573,927,623]
photo-inauguration [741,729,1001,879]
